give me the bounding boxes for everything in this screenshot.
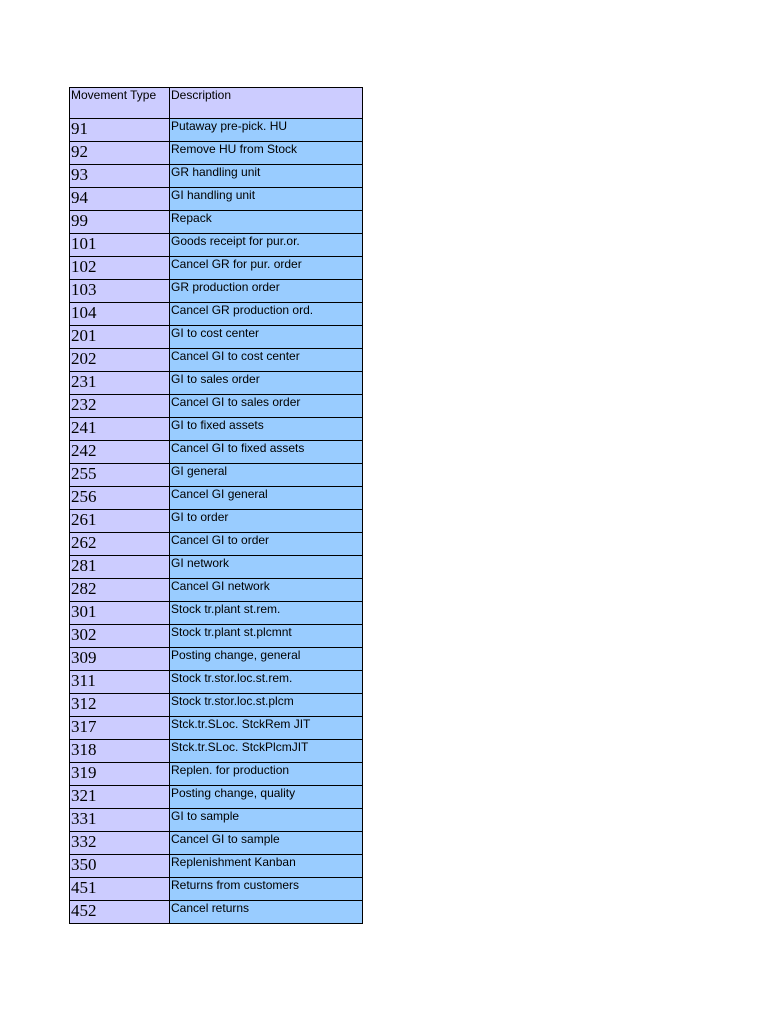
movement-type-cell: 331 — [70, 809, 170, 832]
movement-type-cell: 103 — [70, 280, 170, 303]
table-header-row — [70, 88, 363, 119]
table-row — [70, 832, 363, 855]
table-row — [70, 579, 363, 602]
description-cell: Posting change, quality — [170, 786, 363, 809]
movement-type-cell: 101 — [70, 234, 170, 257]
table-body — [70, 119, 363, 924]
description-cell: Stock tr.plant st.plcmnt — [170, 625, 363, 648]
table-row — [70, 648, 363, 671]
header-movement-type: Movement Type — [70, 88, 170, 119]
movement-type-cell: 452 — [70, 901, 170, 924]
description-cell: GI network — [170, 556, 363, 579]
description-cell: GR production order — [170, 280, 363, 303]
table-row — [70, 119, 363, 142]
description-cell: Returns from customers — [170, 878, 363, 901]
description-cell: GI general — [170, 464, 363, 487]
description-cell: Stock tr.stor.loc.st.rem. — [170, 671, 363, 694]
description-cell: Repack — [170, 211, 363, 234]
description-cell: GR handling unit — [170, 165, 363, 188]
table-row — [70, 257, 363, 280]
table-row — [70, 533, 363, 556]
movement-type-cell: 318 — [70, 740, 170, 763]
movement-type-cell: 104 — [70, 303, 170, 326]
table-row — [70, 395, 363, 418]
table-row — [70, 418, 363, 441]
table-row — [70, 441, 363, 464]
description-cell: Stck.tr.SLoc. StckPlcmJIT — [170, 740, 363, 763]
movement-type-cell: 241 — [70, 418, 170, 441]
table-row — [70, 165, 363, 188]
description-cell: GI to fixed assets — [170, 418, 363, 441]
movement-type-cell: 99 — [70, 211, 170, 234]
movement-type-cell: 281 — [70, 556, 170, 579]
table-row — [70, 211, 363, 234]
movement-type-cell: 301 — [70, 602, 170, 625]
table-row — [70, 303, 363, 326]
movement-type-cell: 232 — [70, 395, 170, 418]
description-cell: GI handling unit — [170, 188, 363, 211]
description-cell: Cancel returns — [170, 901, 363, 924]
description-cell: Stock tr.plant st.rem. — [170, 602, 363, 625]
movement-type-cell: 261 — [70, 510, 170, 533]
movement-type-cell: 282 — [70, 579, 170, 602]
movement-type-cell: 201 — [70, 326, 170, 349]
table-row — [70, 786, 363, 809]
movement-type-cell: 350 — [70, 855, 170, 878]
description-cell: GI to order — [170, 510, 363, 533]
movement-type-cell: 302 — [70, 625, 170, 648]
table-row — [70, 671, 363, 694]
description-cell: Cancel GI to cost center — [170, 349, 363, 372]
table-row — [70, 280, 363, 303]
table-row — [70, 349, 363, 372]
table-row — [70, 487, 363, 510]
description-cell: GI to sales order — [170, 372, 363, 395]
movement-type-cell: 94 — [70, 188, 170, 211]
table-row — [70, 142, 363, 165]
movement-type-cell: 202 — [70, 349, 170, 372]
description-cell: Posting change, general — [170, 648, 363, 671]
table-row — [70, 694, 363, 717]
table-row — [70, 556, 363, 579]
table-row — [70, 510, 363, 533]
description-cell: Cancel GR for pur. order — [170, 257, 363, 280]
description-cell: Replenishment Kanban — [170, 855, 363, 878]
table-row — [70, 625, 363, 648]
movement-type-cell: 321 — [70, 786, 170, 809]
description-cell: Cancel GI to sales order — [170, 395, 363, 418]
table-row — [70, 763, 363, 786]
description-cell: Cancel GR production ord. — [170, 303, 363, 326]
movement-type-cell: 309 — [70, 648, 170, 671]
movement-type-cell: 92 — [70, 142, 170, 165]
movement-type-cell: 231 — [70, 372, 170, 395]
description-cell: Cancel GI to order — [170, 533, 363, 556]
movement-type-cell: 102 — [70, 257, 170, 280]
description-cell: Stock tr.stor.loc.st.plcm — [170, 694, 363, 717]
header-description: Description — [170, 88, 363, 119]
description-cell: GI to cost center — [170, 326, 363, 349]
movement-type-cell: 312 — [70, 694, 170, 717]
table-row — [70, 234, 363, 257]
table-row — [70, 372, 363, 395]
movement-type-cell: 91 — [70, 119, 170, 142]
movement-type-cell: 451 — [70, 878, 170, 901]
movement-type-cell: 256 — [70, 487, 170, 510]
description-cell: Cancel GI to sample — [170, 832, 363, 855]
movement-type-cell: 311 — [70, 671, 170, 694]
table-row — [70, 878, 363, 901]
description-cell: Remove HU from Stock — [170, 142, 363, 165]
movement-type-cell: 93 — [70, 165, 170, 188]
movement-type-cell: 242 — [70, 441, 170, 464]
description-cell: Replen. for production — [170, 763, 363, 786]
movement-type-cell: 262 — [70, 533, 170, 556]
description-cell: Stck.tr.SLoc. StckRem JIT — [170, 717, 363, 740]
description-cell: Cancel GI to fixed assets — [170, 441, 363, 464]
table-row — [70, 855, 363, 878]
table-row — [70, 188, 363, 211]
table-row — [70, 602, 363, 625]
table-row — [70, 326, 363, 349]
table-row — [70, 901, 363, 924]
table-row — [70, 740, 363, 763]
movement-type-table — [69, 87, 363, 924]
description-cell: Cancel GI network — [170, 579, 363, 602]
table-row — [70, 809, 363, 832]
movement-type-cell: 332 — [70, 832, 170, 855]
description-cell: GI to sample — [170, 809, 363, 832]
description-cell: Putaway pre-pick. HU — [170, 119, 363, 142]
description-cell: Goods receipt for pur.or. — [170, 234, 363, 257]
movement-type-cell: 255 — [70, 464, 170, 487]
table-row — [70, 717, 363, 740]
description-cell: Cancel GI general — [170, 487, 363, 510]
movement-type-cell: 319 — [70, 763, 170, 786]
movement-type-cell: 317 — [70, 717, 170, 740]
table-row — [70, 464, 363, 487]
